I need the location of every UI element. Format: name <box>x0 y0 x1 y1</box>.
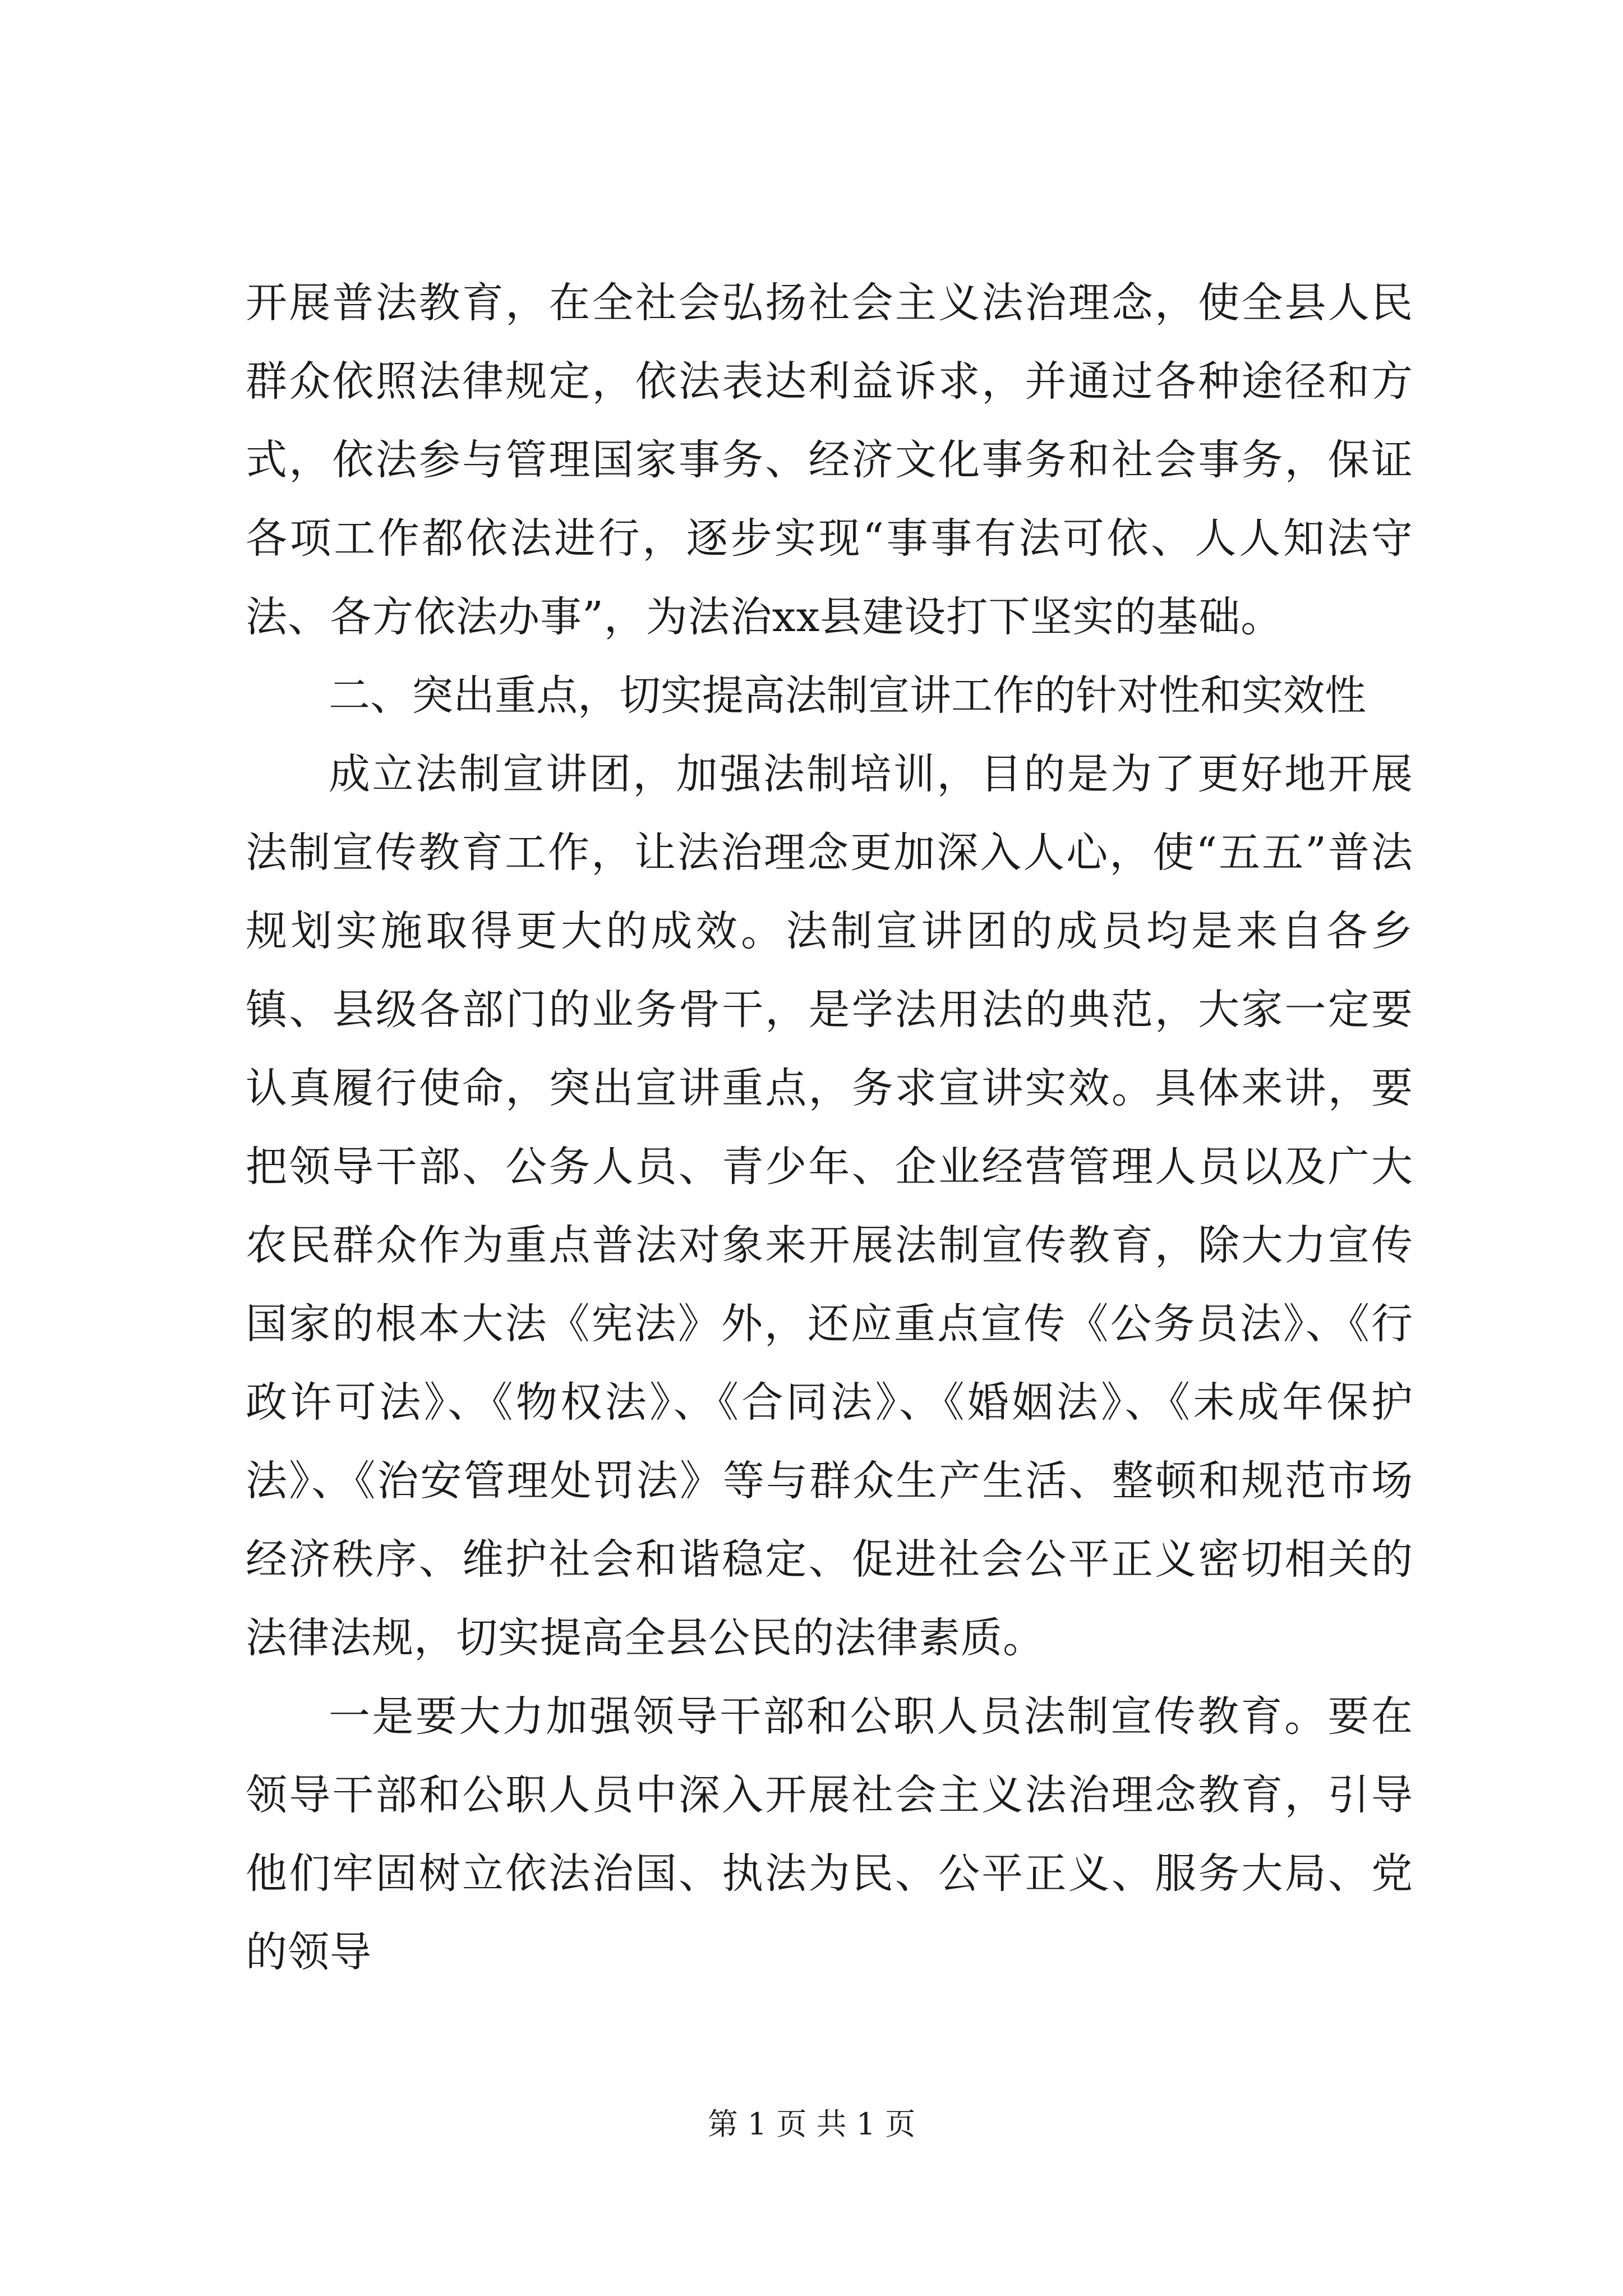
page-footer <box>0 2105 1623 2144</box>
body-paragraph-2: 成立法制宣讲团，加强法制培训，目的是为了更好地开展法制宣传教育工作，让法治理念更加深入人心，使“五五”普法规划实施取得更大的成效。法制宣讲团的成员均是来自各乡镇、县级各部门的业务骨干，是学法用法的典范，大家一定要认真履行使命，突出宣讲重点，务求宣讲实效。具体来讲，要把领导干部、公务人员、青少年、企业经营管理人员以及广大农民群众作为重点普法对象来开展法制宣传教育，除大力宣传国家的根本大法《宪法》外，还应重点宣传《公务员法》、《行政许可法》、《物权法》、《合同法》、《婚姻法》、《未成年保护法》、《治安管理处罚法》等与群众生产生活、整顿和规范市场经济秩序、维护社会和谐稳定、促进社会公平正义密切相关的法律法规，切实提高全县公民的法律素质。 <box>246 750 1413 1662</box>
document-body <box>246 264 1413 1991</box>
section-heading-2: 二、突出重点，切实提高法制宣讲工作的针对性和实效性 <box>329 671 1366 720</box>
body-paragraph-3: 一是要大力加强领导干部和公职人员法制宣传教育。要在领导干部和公职人员中深入开展社会主义法治理念教育，引导他们牢固树立依法治国、执法为民、公平正义、服务大局、党的领导 <box>246 1692 1413 1976</box>
body-paragraph-1: 开展普法教育，在全社会弘扬社会主义法治理念，使全县人民群众依照法律规定，依法表达利益诉求，并通过各种途径和方式，依法参与管理国家事务、经济文化事务和社会事务，保证各项工作都依法进行，逐步实现“事事有法可依、人人知法守法、各方依法办事”，为法治xx县建设打下坚实的基础。 <box>246 279 1413 641</box>
page-number-label: 第 1 页 共 1 页 <box>707 2106 916 2142</box>
